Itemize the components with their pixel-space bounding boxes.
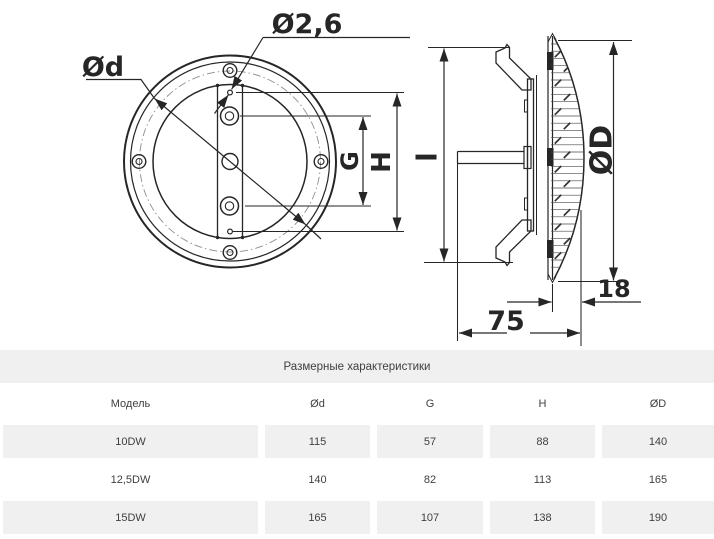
cell-g: 57 xyxy=(377,425,483,458)
cell-od-small: 140 xyxy=(308,473,327,486)
cell-od-big: 140 xyxy=(602,425,714,458)
cell-h: 88 xyxy=(490,425,595,458)
table-row xyxy=(0,463,714,496)
dim-label-OD: ØD xyxy=(584,124,620,176)
table-row xyxy=(0,501,714,534)
motor-shaft xyxy=(458,147,532,169)
small-hole-bottom xyxy=(228,229,233,234)
cell-h: 138 xyxy=(490,501,595,534)
leader-hole-diameter xyxy=(215,38,411,114)
cell-h: 113 xyxy=(533,473,552,486)
dim-label-H: H xyxy=(367,151,397,173)
table-title: Размерные характеристики xyxy=(0,350,714,383)
cell-od-small: 165 xyxy=(265,501,370,534)
dome-grille xyxy=(554,37,584,279)
small-hole-top xyxy=(228,90,233,95)
cell-od-small: 115 xyxy=(265,425,370,458)
table-body xyxy=(0,425,714,534)
table-header-row xyxy=(0,383,714,425)
dimensions-table xyxy=(0,350,714,539)
dim-label-bolt-circle: Ød xyxy=(81,52,125,83)
dim-label-hole-diameter: Ø2,6 xyxy=(271,9,343,40)
table-row xyxy=(0,425,714,458)
cell-od-big: 165 xyxy=(648,473,668,486)
dim-label-G: G xyxy=(336,151,364,171)
dim-label-l: l xyxy=(410,152,444,162)
table-header-od-big: ØD xyxy=(649,398,667,410)
cell-model: 15DW xyxy=(3,501,258,534)
dim-label-75: 75 xyxy=(487,306,525,337)
cell-g: 107 xyxy=(377,501,483,534)
table-header-od-small: Ød xyxy=(310,398,325,410)
cell-od-big: 190 xyxy=(602,501,714,534)
cell-g: 82 xyxy=(423,473,437,486)
cell-model: 12,5DW xyxy=(110,473,151,486)
dim-label-18: 18 xyxy=(597,275,631,303)
table-header-g: G xyxy=(425,398,435,410)
cell-model: 10DW xyxy=(3,425,258,458)
table-header-h: H xyxy=(538,398,547,410)
table-header-model: Модель xyxy=(110,398,151,410)
